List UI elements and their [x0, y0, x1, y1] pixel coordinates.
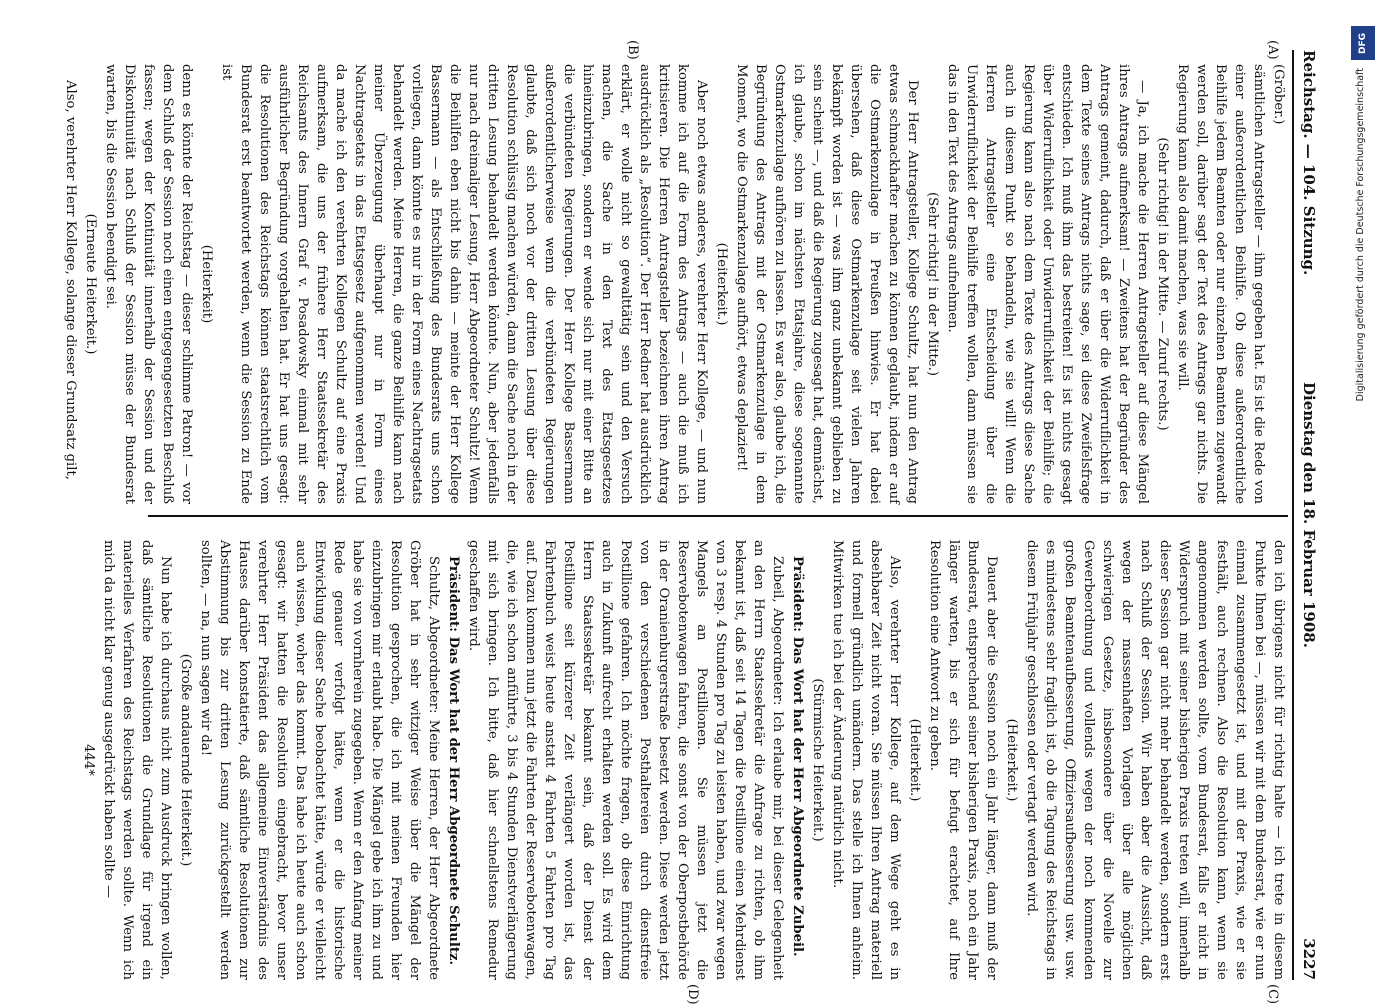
paragraph: Nun habe ich durchaus nicht zum Ausdruck bringen wollen, daß sämtliche Resolutionen die Grundlage für irgend ein materielles Verfahren des Reichstags werden sollte. Wenn ich mich da nicht klar genug ausgedrückt haben sollte — — [101, 540, 173, 980]
margin-marker-a: (A) — [1265, 40, 1280, 60]
margin-marker-d: (D) — [685, 984, 700, 1005]
paragraph: Der Herr Antragsteller, Kollege Schultz, hat nun den Antrag etwas schmackhafter machen zu können geglaubt, indem er auf die Ostmarkenzulage in Preußen hinwies. Er hat dabei übersehen, daß diese Ostmarkenzulage seit vielen Jahren bekämpft worden ist — was ihm ganz unbekannt geblieben zu sein scheint —, und daß die Regierung zugesagt hat, demnächst, ich glaube, schon im nächsten Etatsjahre, diese sogenannte Ostmarkenzulage aufhören zu lassen. Es war also, glaube ich, die Begründung des Antrags mit der Ostmarkenzulage in dem Moment, wo die Ostmarkenzulage aufhört, etwas deplaziert! — [734, 64, 920, 504]
credit-text: Digitalisierung gefördert durch die Deutsche Forschungsgemeinschaft — [1355, 68, 1366, 402]
margin-marker-b: (B) — [625, 40, 640, 60]
paragraph: Zubeil, Abgeordneter: Ich erlaube mir, bei dieser Gelegenheit an den Herrn Staatssekretär die Anfrage zu richten, ob ihm bekannt ist, daß seit 14 Tagen die Postillione einen Mehrdienst von 3 resp. 4 Stunden pro Tag zu leisten haben, und zwar wegen Mangels an Postillionen. Sie müssen jetzt die Reservebotenwagen fahren, die sonst von der Oberpostbehörde in der Oranienburgerstraße besetzt werden. Diese werden jetzt von den verschiedenen Posthaltereien durch dienstfreie Postillione gefahren. Ich möchte fragen, ob diese Einrichtung auch in Zukunft aufrecht erhalten werden soll. Es wird dem Herrn Staatssekretär bekannt sein, daß der Dienst der Postillione seit kürzerer Zeit verlängert worden ist, das Fahrtenbuch weist heute anstatt 4 Fahrten 5 Fahrten pro Tag auf. Dazu kommen nun jetzt die Fahrten der Reservebotenwagen, die, wie ich schon anführte, 3 bis 4 Stunden Dienstverlängerung mit sich bringen. Ich bitte, daß hier schnellstens Remedur geschaffen wird. — [466, 540, 785, 980]
header-date: Dienstag den 18. Februar 1908. — [1300, 382, 1318, 648]
column-divider — [148, 515, 1288, 517]
paragraph: den ich übrigens nicht für richtig halte — ich trete in diesem Punkte Ihnen bei —, müssen wir mit dem Bundesrat, wie er nun einmal zusammengesetzt ist, und mit der Praxis, wie er sie festhält, auch rechnen. Also die Resolution kann, wenn sie angenommen werden sollte, vom Bundesrat, falls er nicht in Widerspruch mit seiner bisherigen Praxis treten will, innerhalb dieser Session gar nicht mehr behandelt werden, sondern erst nach Schluß der Session. Wir haben aber die Aussicht, daß wegen der massenhaften Vorlagen über alle möglichen schwierigen Gesetze, insbesondere über die Novelle zur Gewerbeordnung und vollends wegen der noch kommenden großen Beamtenaufbesserung, Offiziersaufbesserung usw. usw. es mindestens sehr fraglich ist, ob die Tagung des Reichstags in diesem Frühjahr geschlossen oder vertagt werden wird. — [1024, 540, 1286, 980]
page-number: 3227 — [1300, 938, 1318, 980]
paragraph: denn es könnte der Reichstag — dieser schlimme Patron! — vor dem Schluß der Session noch einen entgegengesetzten Beschluß fassen; wegen der Kontinuität innerhalb der Session und der Diskontinuität nach Schluß der Session müsse der Bundesrat warten, bis die Session beendigt sei. — [103, 64, 194, 504]
paragraph: Dauert aber die Session noch ein Jahr länger, dann muß der Bundesrat, entsprechend seiner bisherigen Praxis, noch ein Jahr länger warten, bis er sich für befugt erachtet, auf Ihre Resolution eine Antwort zu geben. — [927, 540, 999, 980]
margin-marker-c: (C) — [1265, 984, 1280, 1005]
digitization-credit — [1343, 20, 1383, 1000]
right-text-column — [81, 540, 1288, 980]
paragraph: — Ja, ich mache die Herren Antragsteller auf diese Mängel ihres Antrags aufmerksam! — Zweitens hat der Begründer des Antrags gemeint, dadurch, daß er über die Widerruflichkeit in dem Texte seines Antrags nichts sage, sei diese Zweifelsfrage entschieden. Ich muß ihm das bestreiten! Es ist nichts gesagt über Widerruflichkeit oder Unwiderruflichkeit der Beihilfe; die Regierung kann also nach dem Texte des Antrags diese Sache auch in diesem Punkt so behandeln, wie sie will! Wenn die Herren Antragsteller eine Entscheidung über die Unwiderruflichkeit der Beihilfe treffen wollen, dann müssen sie das in den Text des Antrags aufnehmen. — [945, 64, 1150, 504]
paragraph: (Heiterkeit.) — [907, 718, 922, 802]
page-header — [1294, 50, 1318, 980]
paragraph: Schultz, Abgeordneter: Meine Herren, der Herr Abgeordnete Gröber hat in sehr witziger Weise über die Mängel der Resolution gesprochen, die ich mit meinen Freunden hier einzubringen mir erlaubt habe. Die Mängel gebe ich ihm zu und habe sie von vornherein zugegeben. Wenn er den Anfang meiner Rede genauer verfolgt hätte, wenn er die historische Entwicklung dieser Sache beobachtet hätte, würde er vielleicht auch wissen, woher das kommt. Das habe ich heute auch schon gesagt: wir hatten die Resolution eingebracht, bevor unser verehrter Herr Präsident das allgemeine Einverständnis des Hauses darüber konstatierte, daß sämtliche Resolutionen zur Abstimmung bis zur dritten Lesung zurückgestellt werden sollten, — na, nun sagen wir da! — [198, 540, 441, 980]
paragraph: (Sehr richtig! in der Mitte.) — [925, 192, 940, 376]
paragraph: (Erneute Heiterkeit.) — [83, 213, 98, 355]
paragraph: Aber noch etwas anderes, verehrter Herr Kollege, — und nun komme ich auf die Form des Antrags — auch die muß ich kritisieren. Die Herren Antragsteller bezeichnen ihren Antrag ausdrücklich als „Resolution“. Der Herr Redner hat ausdrücklich erklärt, er wolle nicht so gewalttätig sein und den Versuch machen, die Sache in den Text des Etatsgesetzes hineinzubringen, sondern er wende sich nur mit einer Bitte an die verbündeten Regierungen. Der Herr Kollege Bassermann außerordentlicherweise wenn die verbündeten Regierungen glaubte, daß sich noch vor der dritten Lesung über diese Resolution schlüssig machen würden, dann die Sache noch in der dritten Lesung behandelt werden könnte. Nun, aber jedenfalls nur nach dreimaliger Lesung, Herr Abgeordneter Schultz! Wenn die Beihilfen eben nicht bis dahin — meinte der Herr Kollege Bassermann — als Entschließung des Bundesrats uns schon vorliegen, dann könnte es nur in der Form eines Nachtragsetats behandelt werden. Meine Herren, die ganze Beihilfe kann nach meiner Überzeugung überhaupt nur in Form eines Nachtragsetats in das Etatsgesetz aufgenommen werden! Und da mache ich den verehrten Kollegen Schultz auf eine Praxis aufmerksam, die uns der frühere Herr Staatssekretär des Reichsamts des Innern Graf v. Posadowsky einmal mit sehr ausführlicher Begründung vorgehalten hat. Er hat uns gesagt: die Resolutionen des Reichstags können staatsrechtlich vom Bundesrat erst beantwortet werden, wenn die Session zu Ende ist — [219, 64, 709, 504]
header-session: Reichstag. — 104. Sitzung. — [1300, 50, 1318, 276]
paragraph: (Sehr richtig! in der Mitte. — Zuruf rechts.) — [1155, 137, 1170, 431]
paragraph: (Heiterkeit.) — [714, 242, 729, 326]
paragraph: (Heiterkeit.) — [1004, 718, 1019, 802]
paragraph: sämtlichen Antragsteller — ihm gegeben hat. Es ist die Rede von einer außerordentlichen Beihilfe. Ob diese außerordentliche Beihilfe jedem Beamten oder nur einzelnen Beamten zugewandt werden soll, darüber sagt der Text des Antrags gar nichts. Die Regierung kann also damit machen, was sie will. — [1175, 64, 1266, 504]
rotated-page — [50, 40, 1330, 1005]
left-text-column — [63, 64, 1288, 504]
header-rule — [1292, 50, 1294, 980]
paragraph: (Heiterkeit) — [199, 244, 214, 324]
paragraph: Also, verehrter Herr Kollege, solange dieser Grundsatz gilt, — [63, 80, 78, 480]
paragraph: (Gröber.) — [1271, 64, 1286, 125]
paragraph: (Große andauernde Heiterkeit.) — [178, 653, 193, 867]
paragraph: Präsident: Das Wort hat der Herr Abgeordnete Schultz. — [446, 556, 461, 966]
paragraph: Also, verehrter Herr Kollege, auf dem Wege geht es in absehbarer Zeit nicht voran. Sie müssen Ihren Antrag materiell und formell gründlich umändern. Das stelle ich Ihnen anheim. Mitwirken tue ich bei der Änderung natürlich nicht. — [830, 540, 902, 980]
paragraph: Präsident: Das Wort hat der Herr Abgeordnete Zubeil. — [790, 556, 805, 957]
paragraph: (Stürmische Heiterkeit.) — [810, 678, 825, 842]
paragraph: 444* — [81, 744, 96, 776]
dfg-logo: DFG — [1351, 26, 1375, 60]
